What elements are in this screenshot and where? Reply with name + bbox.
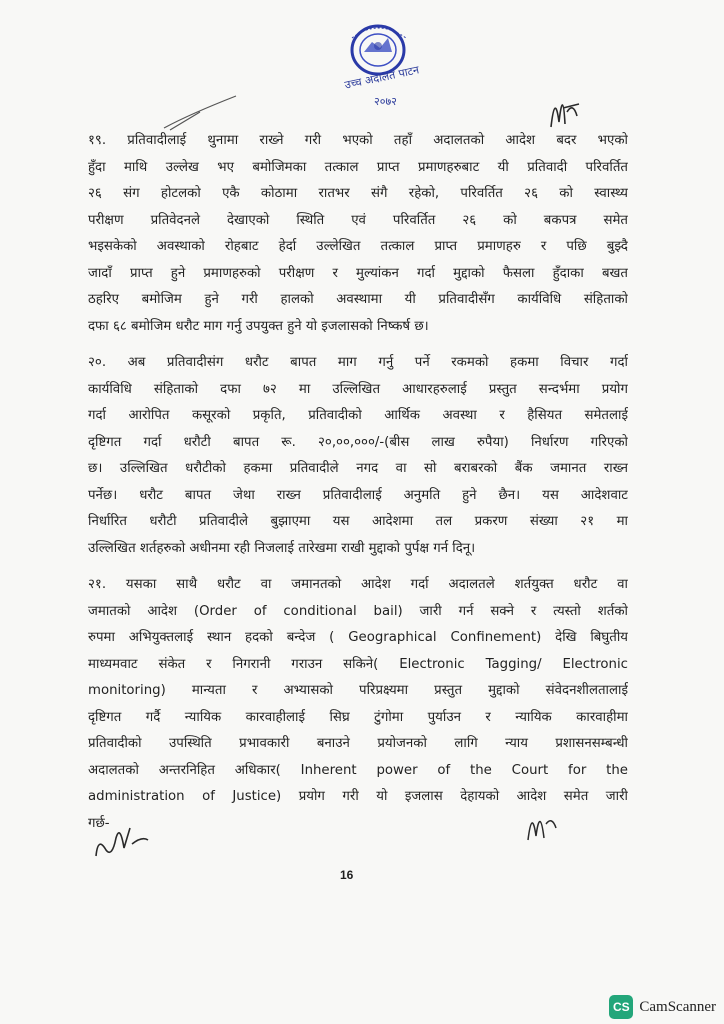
text-line: छ। उल्लिखित धरौटीको हकमा प्रतिवादीले नगद वा सो बराबरको बैंक जमानत राख्न <box>88 461 628 476</box>
text-line: प्रतिवादीको उपस्थिति प्रभावकारी बनाउने प्रयोजनको लागि न्याय प्रशासनसम्बन्धी <box>88 736 628 751</box>
stamp-year: २०७२ <box>374 95 397 108</box>
text-line: ठहरिए बमोजिम हुने गरी हालको अवस्थामा यी प्रतिवादीसँग कार्यविधि संहिताको <box>88 292 628 307</box>
text-line: निर्धारित धरौटी प्रतिवादीले बुझाएमा यस आदेशमा तल प्रकरण संख्या २१ मा <box>88 514 628 529</box>
paragraph-20 <box>88 350 628 562</box>
camscanner-label: CamScanner <box>639 998 716 1015</box>
text-line: गर्छ- <box>88 815 110 831</box>
text-line: २०. अब प्रतिवादीसंग धरौट बापत माग गर्नु पर्ने रकमको हकमा विचार गर्दा <box>88 355 628 370</box>
paragraph-21 <box>88 572 628 837</box>
text-line: हुँदा माथि उल्लेख भए बमोजिमका तत्काल प्राप्त प्रमाणहरुबाट यी प्रतिवादी परिवर्तित <box>88 159 628 175</box>
text-line: गर्दा आरोपित कसूरको प्रकृति, प्रतिवादीको आर्थिक अवस्था र हैसियत समेतलाई <box>88 408 628 423</box>
text-line: administration of Justice) प्रयोग गरी यो इजलास देहायको आदेश समेत जारी <box>88 789 628 804</box>
paragraph-19 <box>88 128 628 340</box>
text-line: जादाँ प्राप्त हुने प्रमाणहरुको परीक्षण र मुल्यांकन गर्दा मुद्दाको फैसला हुँदाका बखत <box>88 265 628 281</box>
text-line: भइसकेको अवस्थाको रोहबाट हेर्दा उल्लेखित तत्काल प्राप्त प्रमाणहरु र पछि बुझ्दै <box>88 239 628 254</box>
text-line: २१. यसका साथै धरौट वा जमानतको आदेश गर्दा अदालतले शर्तयुक्त धरौट वा <box>88 577 628 592</box>
text-line: अदालतको अन्तरनिहित अधिकार( Inherent power of the Court for the <box>88 762 628 778</box>
text-line: दृष्टिगत गर्दा धरौटी बापत रू. २०,००,०००/-(बीस लाख रुपैया) निर्धारण गरिएको <box>88 434 628 450</box>
text-line: monitoring) मान्यता र अभ्यासको परिप्रक्ष्यमा प्रस्तुत मुद्दाको संवेदनशीलतालाई <box>88 683 628 698</box>
signature-top-right <box>545 82 585 132</box>
text-line: परीक्षण प्रतिवेदनले देखाएको स्थिति एवं परिवर्तित २६ को बकपत्र समेत <box>88 212 628 228</box>
text-line: १९. प्रतिवादीलाई थुनामा राख्ने गरी भएको तहाँ अदालतको आदेश बदर भएको <box>88 133 628 148</box>
court-stamp <box>330 18 440 113</box>
text-line: पर्नेछ। धरौट बापत जेथा राख्न प्रतिवादीलाई अनुमति हुने छैन। यस आदेशवाट <box>88 487 628 503</box>
text-line: रुपमा अभियुक्तलाई स्थान हदको बन्देज ( Geographical Confinement) देखि बिघुतीय <box>88 630 628 645</box>
camscanner-watermark <box>609 994 716 1020</box>
text-line: २६ संग होटलको एकै कोठामा रातभर संगै रहेको, परिवर्तित २६ को स्वास्थ्य <box>88 186 628 201</box>
text-line: दृष्टिगत गर्दै न्यायिक कारवाहीलाई सिघ्र टुंगोमा पुर्याउन र न्यायिक कारवाहीमा <box>88 709 628 725</box>
stamp-court-name: उच्च अदालत पाटन <box>343 63 421 92</box>
camscanner-logo-icon: CS <box>609 995 633 1019</box>
text-line: जमातको आदेश (Order of conditional bail) जारी गर्न सक्ने र त्यस्तो शर्तको <box>88 603 628 619</box>
pen-stroke-mark <box>160 92 240 132</box>
page-number: 16 <box>340 868 354 882</box>
text-line: माध्यमवाट संकेत र निगरानी गराउन सकिने( Electronic Tagging/ Electronic <box>88 656 628 672</box>
text-line: कार्यविधि संहिताको दफा ७२ मा उल्लिखित आधारहरुलाई प्रस्तुत सन्दर्भमा प्रयोग <box>88 381 628 397</box>
text-line: दफा ६८ बमोजिम धरौट माग गर्नु उपयुक्त हुने यो इजलासको निष्कर्ष छ। <box>88 318 429 334</box>
text-line: उल्लिखित शर्तहरुको अधीनमा रही निजलाई तारेखमा राखी मुद्दाको पुर्पक्ष गर्न दिनू। <box>88 540 476 556</box>
